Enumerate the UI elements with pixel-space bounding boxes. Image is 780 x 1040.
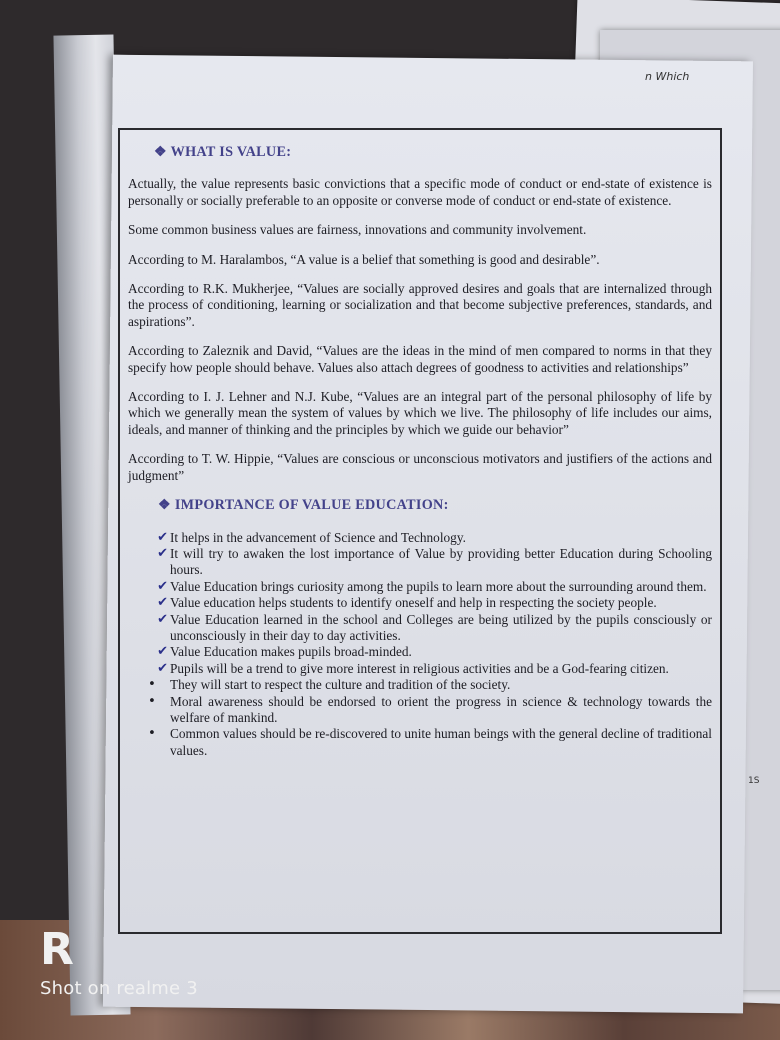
handwritten-check-icon: ✔ [157, 611, 168, 627]
handwritten-check-icon: ✔ [157, 644, 168, 660]
handwritten-check-icon: ✔ [157, 545, 168, 561]
list-item [157, 611, 712, 645]
list-item [148, 726, 712, 759]
list-item [157, 660, 712, 677]
list-item [148, 693, 712, 727]
list-item [157, 529, 712, 546]
side-mark: 1S [748, 776, 760, 786]
handwritten-check-icon: ✔ [157, 660, 168, 676]
camera-watermark [40, 924, 198, 999]
bullet-icon: • [148, 677, 156, 693]
handwritten-note: n Which [645, 70, 690, 83]
handwritten-check-icon: ✔ [157, 595, 168, 611]
list-item-text: It will try to awaken the lost importance of Value by providing better Education during Schooling hours. [170, 545, 712, 578]
paragraph: According to I. J. Lehner and N.J. Kube, “Values are an integral part of the personal philosophy of life by which we generally mean the system of values by which we live. The philosophy of life includes our aims, ideals, and manner of thinking and the principles by which we guide our behavior” [128, 389, 712, 437]
section-heading-importance: ❖ IMPORTANCE OF VALUE EDUCATION: [158, 497, 449, 514]
paragraph: Some common business values are fairness, innovations and community involvement. [128, 222, 587, 238]
list-item [157, 595, 712, 611]
bullet-icon: • [148, 693, 156, 709]
list-item-text: Value education helps students to identify oneself and help in respecting the society people. [170, 595, 657, 611]
list-item-text: Common values should be re-discovered to unite human beings with the general decline of traditional values. [170, 726, 712, 758]
paragraph: According to M. Haralambos, “A value is a belief that something is good and desirable”. [128, 251, 600, 267]
list-item-text: Pupils will be a trend to give more interest in religious activities and be a God-fearing citizen. [170, 660, 669, 676]
list-item-text: Value Education makes pupils broad-minded. [170, 644, 412, 660]
importance-list [128, 530, 712, 760]
list-item-text: Value Education brings curiosity among the pupils to learn more about the surrounding around them. [170, 578, 707, 594]
paragraph: According to R.K. Mukherjee, “Values are socially approved desires and goals that are internalized through the process of conditioning, learning or socialization and that become subjective preferences, standards, and aspirations”. [128, 281, 712, 329]
bullet-icon: • [148, 726, 156, 742]
paragraph: Actually, the value represents basic convictions that a specific mode of conduct or end-state of existence is personally or socially preferable to an opposite or converse mode of conduct or end-state of existence. [128, 176, 712, 208]
paragraph: According to T. W. Hippie, “Values are conscious or unconscious motivators and justifiers of the actions and judgment” [128, 451, 712, 483]
list-item [157, 644, 712, 660]
list-item-text: It helps in the advancement of Science and Technology. [170, 529, 466, 545]
paragraph: According to Zaleznik and David, “Values are the ideas in the mind of men compared to norms in that they specify how people should behave. Values also attach degrees of goodness to activities and relationships” [128, 343, 712, 375]
list-item [157, 578, 712, 595]
section-heading-what-is-value: ❖ WHAT IS VALUE: [154, 144, 292, 160]
list-item [148, 677, 712, 693]
handwritten-check-icon: ✔ [157, 578, 168, 594]
document-content [128, 144, 712, 759]
definition-paragraphs [128, 176, 712, 484]
list-item-text: They will start to respect the culture and tradition of the society. [170, 677, 511, 693]
list-item [157, 545, 712, 579]
list-item-text: Value Education learned in the school and Colleges are being utilized by the pupils consciously or unconsciously in their day to day activities. [170, 611, 712, 643]
handwritten-check-icon: ✔ [157, 529, 168, 545]
watermark-text: Shot on realme 3 [40, 978, 198, 999]
list-item-text: Moral awareness should be endorsed to orient the progress in science & technology towards the welfare of mankind. [170, 693, 712, 725]
realme-logo: R [40, 924, 74, 975]
